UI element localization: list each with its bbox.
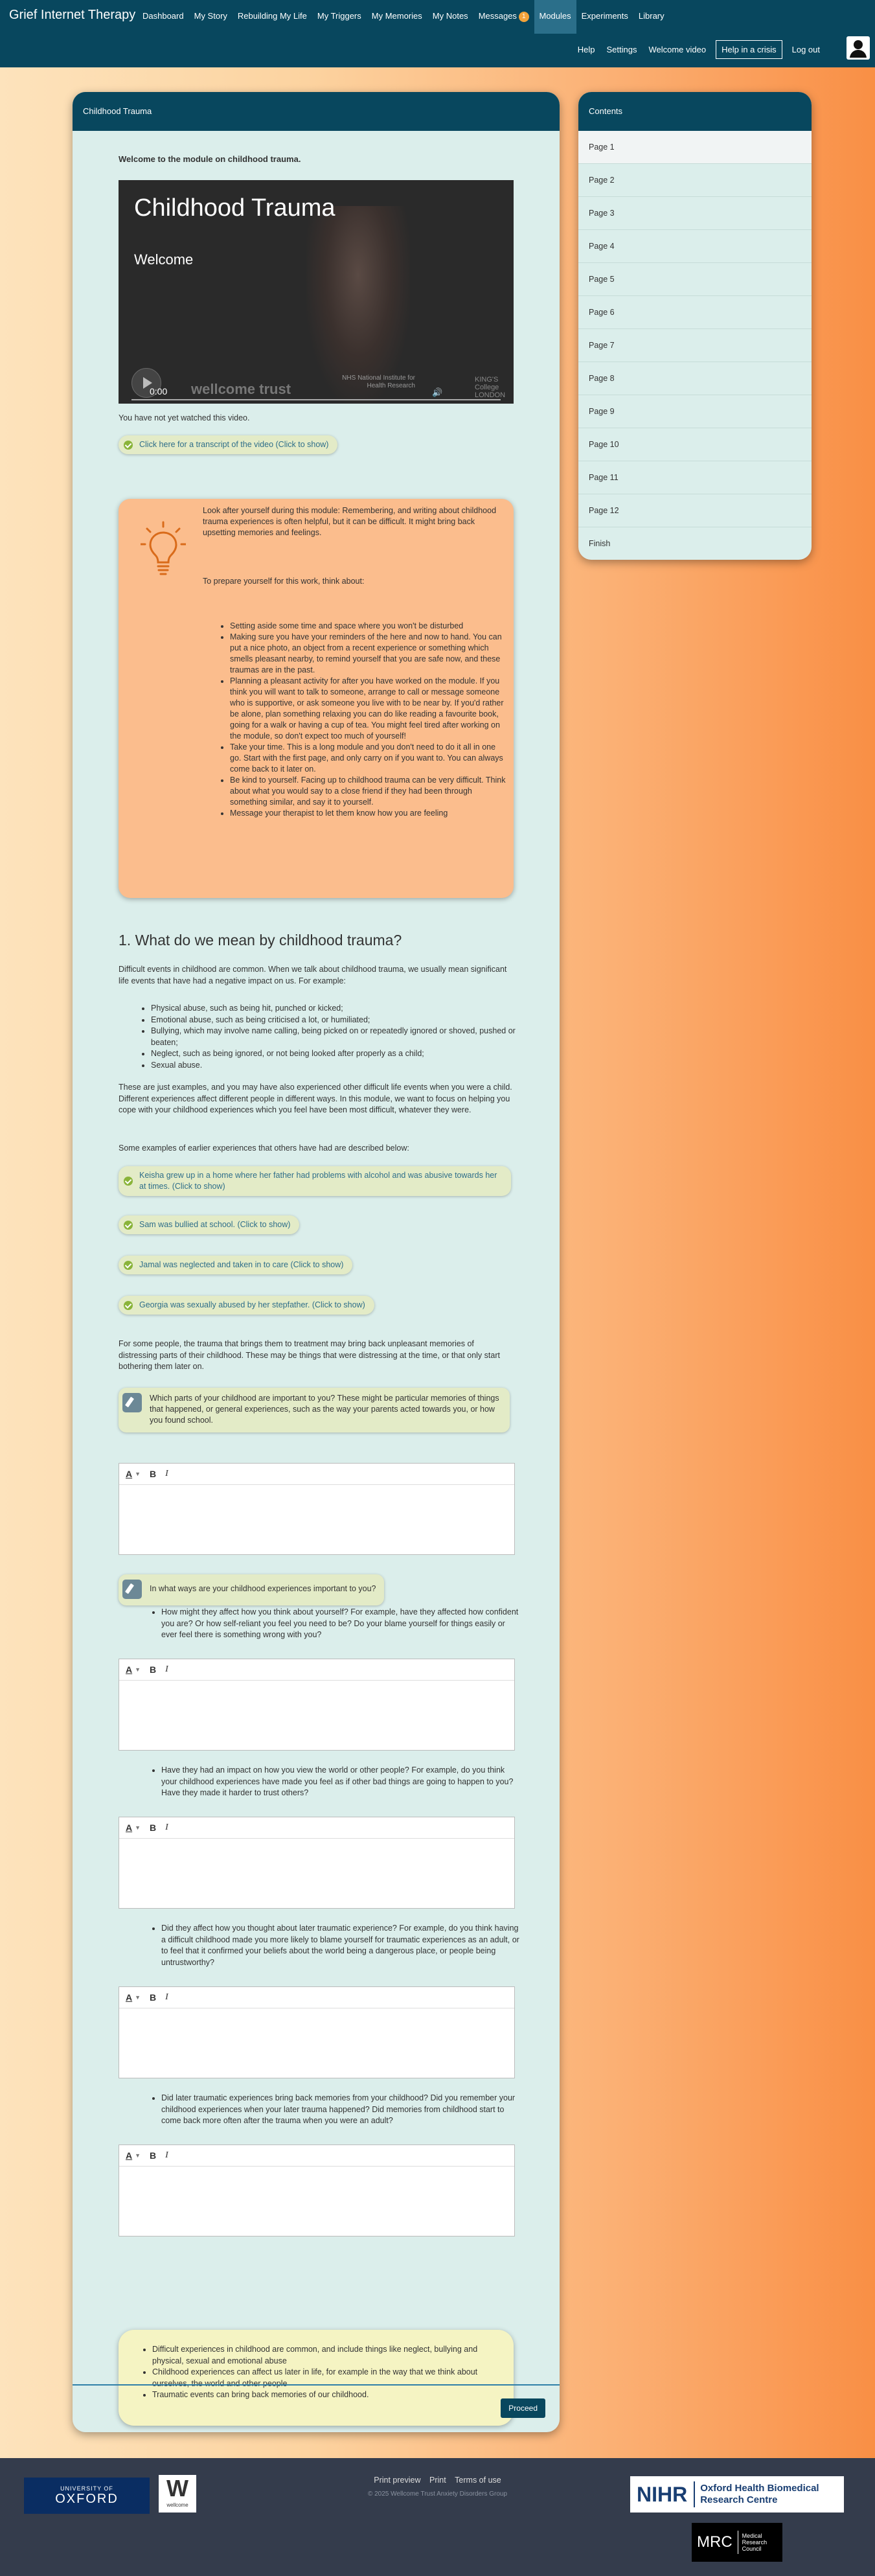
module-header: Childhood Trauma xyxy=(73,92,560,131)
chevron-down-icon[interactable]: ▼ xyxy=(135,2152,141,2159)
font-color-button[interactable]: A xyxy=(126,1469,133,1479)
example-item: • Sexual abuse. xyxy=(151,1060,523,1072)
mrc-logo-mark: MRC xyxy=(692,2531,738,2554)
nav-settings[interactable]: Settings xyxy=(606,44,637,54)
check-icon xyxy=(124,1221,133,1230)
italic-button[interactable]: I xyxy=(165,1823,168,1832)
font-color-button[interactable]: A xyxy=(126,1992,133,2003)
bold-button[interactable]: B xyxy=(150,2150,157,2161)
sub-question-text: • Did later traumatic experiences bring back memories from your childhood? Did you remember your childhood experiences when your later trauma happened? Did memories from childhood start to come back more often after the trauma when you were an adult? xyxy=(161,2093,521,2127)
chevron-down-icon[interactable]: ▼ xyxy=(135,1824,141,1831)
editor-toolbar xyxy=(119,1987,514,2008)
print-link[interactable]: Print xyxy=(429,2476,446,2485)
nav-my-triggers[interactable]: My Triggers xyxy=(317,11,361,21)
sub-question-4 xyxy=(152,2093,521,2127)
nav-dashboard[interactable]: Dashboard xyxy=(142,11,184,21)
story-sam-toggle[interactable] xyxy=(119,1215,299,1234)
user-avatar[interactable] xyxy=(847,36,870,60)
example-item: • Emotional abuse, such as being criticised a lot, or humiliated; xyxy=(151,1015,523,1026)
pencil-icon xyxy=(122,1580,142,1599)
story-keisha-toggle[interactable] xyxy=(119,1166,511,1196)
italic-button[interactable]: I xyxy=(165,1469,168,1478)
answer-editor-1[interactable] xyxy=(119,1463,515,1555)
font-color-button[interactable]: A xyxy=(126,1823,133,1833)
question-box xyxy=(119,1388,510,1432)
chevron-down-icon[interactable]: ▼ xyxy=(135,1471,141,1477)
pencil-icon xyxy=(122,1393,142,1412)
chevron-down-icon[interactable]: ▼ xyxy=(135,1666,141,1673)
nav-welcome-video[interactable]: Welcome video xyxy=(648,44,707,54)
check-icon xyxy=(124,1177,133,1186)
summary-item: • Difficult experiences in childhood are common, and include things like neglect, bullying and physical, sexual and emotional abuse xyxy=(152,2344,494,2367)
app-brand[interactable]: Grief Internet Therapy xyxy=(9,8,136,22)
font-color-button[interactable]: A xyxy=(126,2150,133,2161)
question-text: Which parts of your childhood are important to you? These might be particular memories of things that happened, or general experiences, such as the way your parents acted towards you, or how you found school. xyxy=(150,1394,499,1425)
kings-college-logo: KING'S College LONDON xyxy=(475,376,506,399)
lightbulb-icon xyxy=(141,521,186,583)
tip-item: • Message your therapist to let them know how you are feeling xyxy=(230,808,508,819)
contents-item-page-9[interactable]: Page 9 xyxy=(578,395,812,428)
nav-messages-label: Messages xyxy=(478,11,517,21)
mrc-logo[interactable] xyxy=(692,2523,782,2562)
editor-toolbar xyxy=(119,1659,514,1681)
tip-item: • Planning a pleasant activity for after you have worked on the module. If you think you will want to talk to someone, arrange to call or message someone who is supportive, or ask someone you live with to be near by. If you'd rather be alone, plan something relaxing you can do like reading a favourite book, going for a walk or having a cup of tea. You might feel tired after working on the module, so don't expect too much of yourself! xyxy=(230,676,508,742)
story-georgia-toggle[interactable] xyxy=(119,1296,374,1315)
contents-item-page-12[interactable]: Page 12 xyxy=(578,494,812,527)
user-icon xyxy=(847,36,870,60)
mrc-logo-label: Medical Research Council xyxy=(742,2533,767,2552)
sub-question-text: • Have they had an impact on how you view the world or other people? For example, do you think your childhood experiences have made you feel as if other bad things are going to happen to you? Have they made it harder to trust others? xyxy=(161,1765,521,1799)
tip-intro: Look after yourself during this module: Remembering, and writing about childhood trauma experiences is often helpful, but it can be difficult. It might bring back upsetting memories and feelings. xyxy=(203,506,497,537)
page-footer xyxy=(0,2458,875,2576)
story-sam: Sam was bullied at school. (Click to show) xyxy=(139,1220,291,1229)
help-in-a-crisis-button[interactable]: Help in a crisis xyxy=(716,40,782,59)
video-title: Childhood Trauma xyxy=(134,194,335,222)
section-title: 1. What do we mean by childhood trauma? xyxy=(119,932,402,949)
oxford-logo-top: UNIVERSITY OF xyxy=(60,2485,113,2492)
nav-my-notes[interactable]: My Notes xyxy=(432,11,468,21)
contents-item-page-1[interactable]: Page 1 xyxy=(578,131,812,164)
module-content xyxy=(119,154,519,2399)
primary-nav xyxy=(137,0,670,34)
check-icon xyxy=(124,441,133,450)
transcript-link: Click here for a transcript of the video (Click to show) xyxy=(139,440,329,449)
nav-help[interactable]: Help xyxy=(577,44,595,54)
sub-question-text: • Did they affect how you thought about later traumatic experience? For example, do you think having a difficult childhood made you more likely to blame yourself for traumatic experiences as an adult, or to feel that it confirmed your beliefs about the world being a dangerous place, or people being untrustworthy? xyxy=(161,1923,521,1968)
example-item: • Physical abuse, such as being hit, punched or kicked; xyxy=(151,1003,523,1015)
chevron-down-icon[interactable]: ▼ xyxy=(135,1994,141,2001)
sub-question-1 xyxy=(152,1607,521,1641)
contents-item-page-3[interactable]: Page 3 xyxy=(578,197,812,230)
tip-list xyxy=(221,621,508,819)
volume-icon[interactable]: 🔊 xyxy=(432,387,443,397)
messages-count-badge: 1 xyxy=(519,12,529,22)
trauma-paragraph: For some people, the trauma that brings them to treatment may bring back unpleasant memories of distressing parts of their childhood. These may be things that were distressing at the time, or that only start bothering them later on. xyxy=(119,1339,500,1371)
bold-button[interactable]: B xyxy=(150,1469,157,1479)
contents-item-page-6[interactable]: Page 6 xyxy=(578,296,812,329)
welcome-text: Welcome to the module on childhood trauma. xyxy=(119,154,301,164)
intro-paragraph: Difficult events in childhood are common. When we talk about childhood trauma, we usually mean significant life events that have had a negative impact on us. For example: xyxy=(119,965,507,985)
wellcome-logo-word: wellcome xyxy=(166,2502,188,2508)
tip-prepare: To prepare yourself for this work, think about: xyxy=(203,577,365,586)
contents-item-page-8[interactable]: Page 8 xyxy=(578,362,812,395)
examples-list xyxy=(142,1003,523,1071)
nihr-centre-name: Oxford Health Biomedical Research Centre xyxy=(700,2483,819,2505)
sub-question-text: • How might they affect how you think about yourself? For example, have they affected how confident you are? Or how self-reliant you feel you need to be? Do your blame yourself for things easily or ever feel there is something wrong with you? xyxy=(161,1607,521,1641)
self-care-tip-box xyxy=(119,499,514,898)
nav-rebuilding-my-life[interactable]: Rebuilding My Life xyxy=(237,11,307,21)
tip-item: • Making sure you have your reminders of the here and now to hand. You can put a nice photo, an object from a recent experience or something which smells pleasant nearby, to remind yourself that you are safe now, and these traumas are in the past. xyxy=(230,632,508,676)
nav-my-story[interactable]: My Story xyxy=(194,11,227,21)
answer-editor-2[interactable] xyxy=(119,1659,515,1751)
video-player[interactable] xyxy=(119,180,514,404)
tip-item: • Be kind to yourself. Facing up to childhood trauma can be very difficult. Think about what you would say to a close friend if they had been through something similar, and say it to yourself. xyxy=(230,775,508,808)
bold-button[interactable]: B xyxy=(150,1664,157,1675)
nav-experiments[interactable]: Experiments xyxy=(581,11,628,21)
sub-question-3 xyxy=(152,1923,521,1968)
transcript-toggle[interactable] xyxy=(119,435,337,454)
module-card xyxy=(73,92,560,2432)
summary-item: • Childhood experiences can affect us later in life, for example in the way that we think about ourselves, the world and other people xyxy=(152,2367,494,2389)
oxford-logo-name: OXFORD xyxy=(55,2492,119,2506)
context-paragraph: These are just examples, and you may have also experienced other difficult life events when you were a child. Different experiences affect different people in different ways. In this module, we want to focus on helping you cope with your childhood experiences which you feel have been most difficult, whatever they were. xyxy=(119,1083,512,1114)
contents-item-page-4[interactable]: Page 4 xyxy=(578,230,812,263)
editor-toolbar xyxy=(119,1817,514,1839)
answer-editor-4[interactable] xyxy=(119,1986,515,2078)
sub-question-2 xyxy=(152,1765,521,1799)
nav-library[interactable]: Library xyxy=(638,11,665,21)
answer-editor-5[interactable] xyxy=(119,2145,515,2237)
print-preview-link[interactable]: Print preview xyxy=(374,2476,421,2485)
tip-item: • Setting aside some time and space where you won't be disturbed xyxy=(230,621,508,632)
bold-button[interactable]: B xyxy=(150,1992,157,2003)
terms-of-use-link[interactable]: Terms of use xyxy=(455,2476,501,2485)
module-footer xyxy=(73,2384,560,2432)
nihr-logo[interactable] xyxy=(630,2476,844,2513)
wellcome-trust-logo: wellcome trust xyxy=(191,381,291,397)
nav-my-memories[interactable]: My Memories xyxy=(371,11,422,21)
story-jamal-toggle[interactable] xyxy=(119,1256,352,1274)
video-watch-notice: You have not yet watched this video. xyxy=(119,413,250,422)
check-icon xyxy=(124,1261,133,1270)
contents-item-finish[interactable]: Finish xyxy=(578,527,812,560)
contents-item-page-10[interactable]: Page 10 xyxy=(578,428,812,461)
contents-panel xyxy=(578,92,812,560)
story-jamal: Jamal was neglected and taken in to care (Click to show) xyxy=(139,1260,344,1269)
example-item: • Bullying, which may involve name calling, being picked on or repeatedly ignored or shoved, pushed or beaten; xyxy=(151,1026,523,1048)
editor-toolbar xyxy=(119,2145,514,2167)
nihr-logo: NHS National Institute for Health Research xyxy=(342,374,415,389)
summary-item: • Traumatic events can bring back memories of our childhood. xyxy=(152,2389,494,2401)
question-box-2 xyxy=(119,1574,384,1605)
contents-item-page-7[interactable]: Page 7 xyxy=(578,329,812,362)
answer-editor-3[interactable] xyxy=(119,1817,515,1909)
video-subtitle: Welcome xyxy=(134,251,194,268)
example-item: • Neglect, such as being ignored, or not being looked after properly as a child; xyxy=(151,1048,523,1060)
story-keisha: Keisha grew up in a home where her father had problems with alcohol and was abusive towards her at times. (Click to show) xyxy=(139,1171,497,1191)
nav-messages[interactable] xyxy=(473,0,534,34)
secondary-nav xyxy=(572,39,826,60)
contents-title: Contents xyxy=(578,92,812,131)
contents-item-page-5[interactable]: Page 5 xyxy=(578,263,812,296)
top-navigation-bar xyxy=(0,0,875,67)
font-color-button[interactable]: A xyxy=(126,1664,133,1675)
nav-log-out[interactable]: Log out xyxy=(791,44,820,54)
story-georgia: Georgia was sexually abused by her stepfather. (Click to show) xyxy=(139,1300,365,1309)
video-time: 0:00 xyxy=(150,386,168,397)
italic-button[interactable]: I xyxy=(165,1664,168,1674)
examples-intro: Some examples of earlier experiences that others have had are described below: xyxy=(119,1144,409,1153)
video-progress-bar[interactable] xyxy=(131,399,501,400)
contents-item-page-2[interactable]: Page 2 xyxy=(578,164,812,197)
check-icon xyxy=(124,1301,133,1310)
tip-item: • Take your time. This is a long module and you don't need to do it all in one go. Start with the first page, and only carry on if you want to. You can always come back to it later on. xyxy=(230,742,508,775)
nav-modules[interactable]: Modules xyxy=(534,0,576,34)
nihr-logo-mark: NIHR xyxy=(630,2481,695,2507)
question-text-2: In what ways are your childhood experiences important to you? xyxy=(150,1584,376,1593)
editor-toolbar xyxy=(119,1464,514,1485)
contents-item-page-11[interactable]: Page 11 xyxy=(578,461,812,494)
bold-button[interactable]: B xyxy=(150,1823,157,1833)
proceed-button[interactable]: Proceed xyxy=(501,2398,545,2418)
italic-button[interactable]: I xyxy=(165,2150,168,2160)
wellcome-logo-letter: W xyxy=(166,2475,188,2501)
copyright: © 2025 Wellcome Trust Anxiety Disorders Group xyxy=(367,2490,508,2498)
italic-button[interactable]: I xyxy=(165,1992,168,2002)
